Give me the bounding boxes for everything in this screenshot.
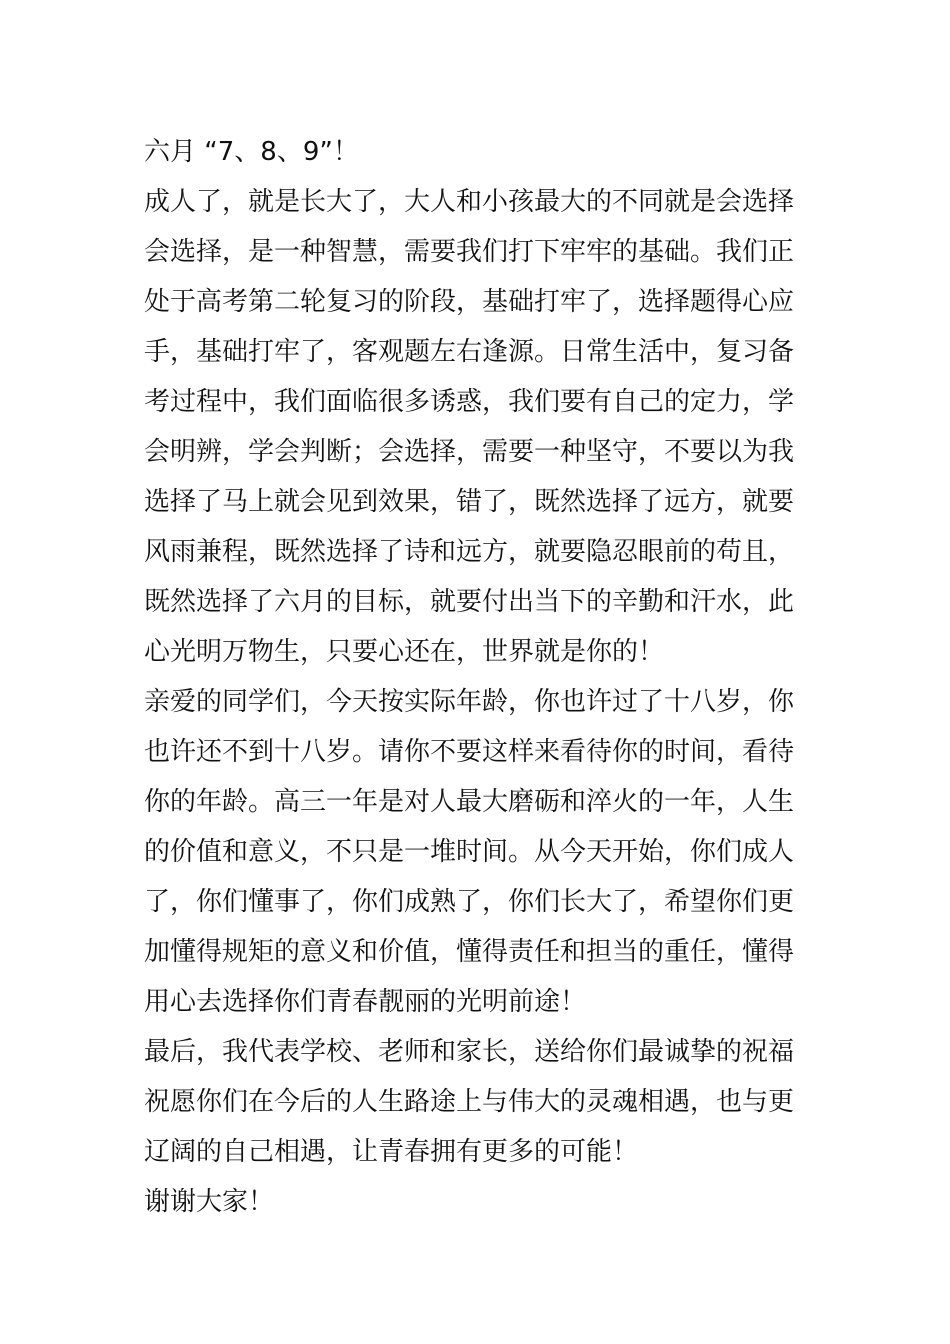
- text-line: 用心去选择你们青春靓丽的光明前途！: [144, 987, 587, 1017]
- text-line: 你的年龄。高三一年是对人最大磨砺和淬火的一年，人生: [144, 787, 795, 817]
- text-line: 选择了马上就会见到效果，错了，既然选择了远方，就要: [144, 487, 795, 517]
- text-line: 谢谢大家！: [144, 1187, 275, 1217]
- text-line: 会明辨，学会判断；会选择，需要一种坚守，不要以为我: [144, 437, 795, 467]
- text-line: 既然选择了六月的目标，就要付出当下的辛勤和汗水，此: [144, 587, 795, 617]
- text-line: 心光明万物生，只要心还在，世界就是你的！: [144, 637, 665, 667]
- text-line: 成人了，就是长大了，大人和小孩最大的不同就是会选择: [144, 187, 795, 217]
- text-line: 会选择，是一种智慧，需要我们打下牢牢的基础。我们正: [144, 237, 795, 267]
- text-line: 辽阔的自己相遇，让青春拥有更多的可能！: [144, 1137, 639, 1167]
- text-line: 祝愿你们在今后的人生路途上与伟大的灵魂相遇，也与更: [144, 1087, 795, 1117]
- text-line: 手，基础打牢了，客观题左右逢源。日常生活中，复习备: [144, 337, 795, 367]
- text-line: 了，你们懂事了，你们成熟了，你们长大了，希望你们更: [144, 887, 795, 917]
- speech-text: [144, 127, 810, 1227]
- text-line: 风雨兼程，既然选择了诗和远方，就要隐忍眼前的苟且，: [144, 537, 795, 567]
- text-line: 六月 “7、8、9”！: [144, 137, 359, 167]
- text-line: 处于高考第二轮复习的阶段，基础打牢了，选择题得心应: [144, 287, 795, 317]
- text-line: 加懂得规矩的意义和价值，懂得责任和担当的重任，懂得: [144, 937, 795, 967]
- text-line: 的价值和意义，不只是一堆时间。从今天开始，你们成人: [144, 837, 795, 867]
- text-line: 也许还不到十八岁。请你不要这样来看待你的时间，看待: [144, 737, 795, 767]
- text-line: 考过程中，我们面临很多诱惑，我们要有自己的定力，学: [144, 387, 795, 417]
- text-line: 亲爱的同学们，今天按实际年龄，你也许过了十八岁，你: [144, 687, 795, 717]
- text-line: 最后，我代表学校、老师和家长，送给你们最诚挚的祝福: [144, 1037, 795, 1067]
